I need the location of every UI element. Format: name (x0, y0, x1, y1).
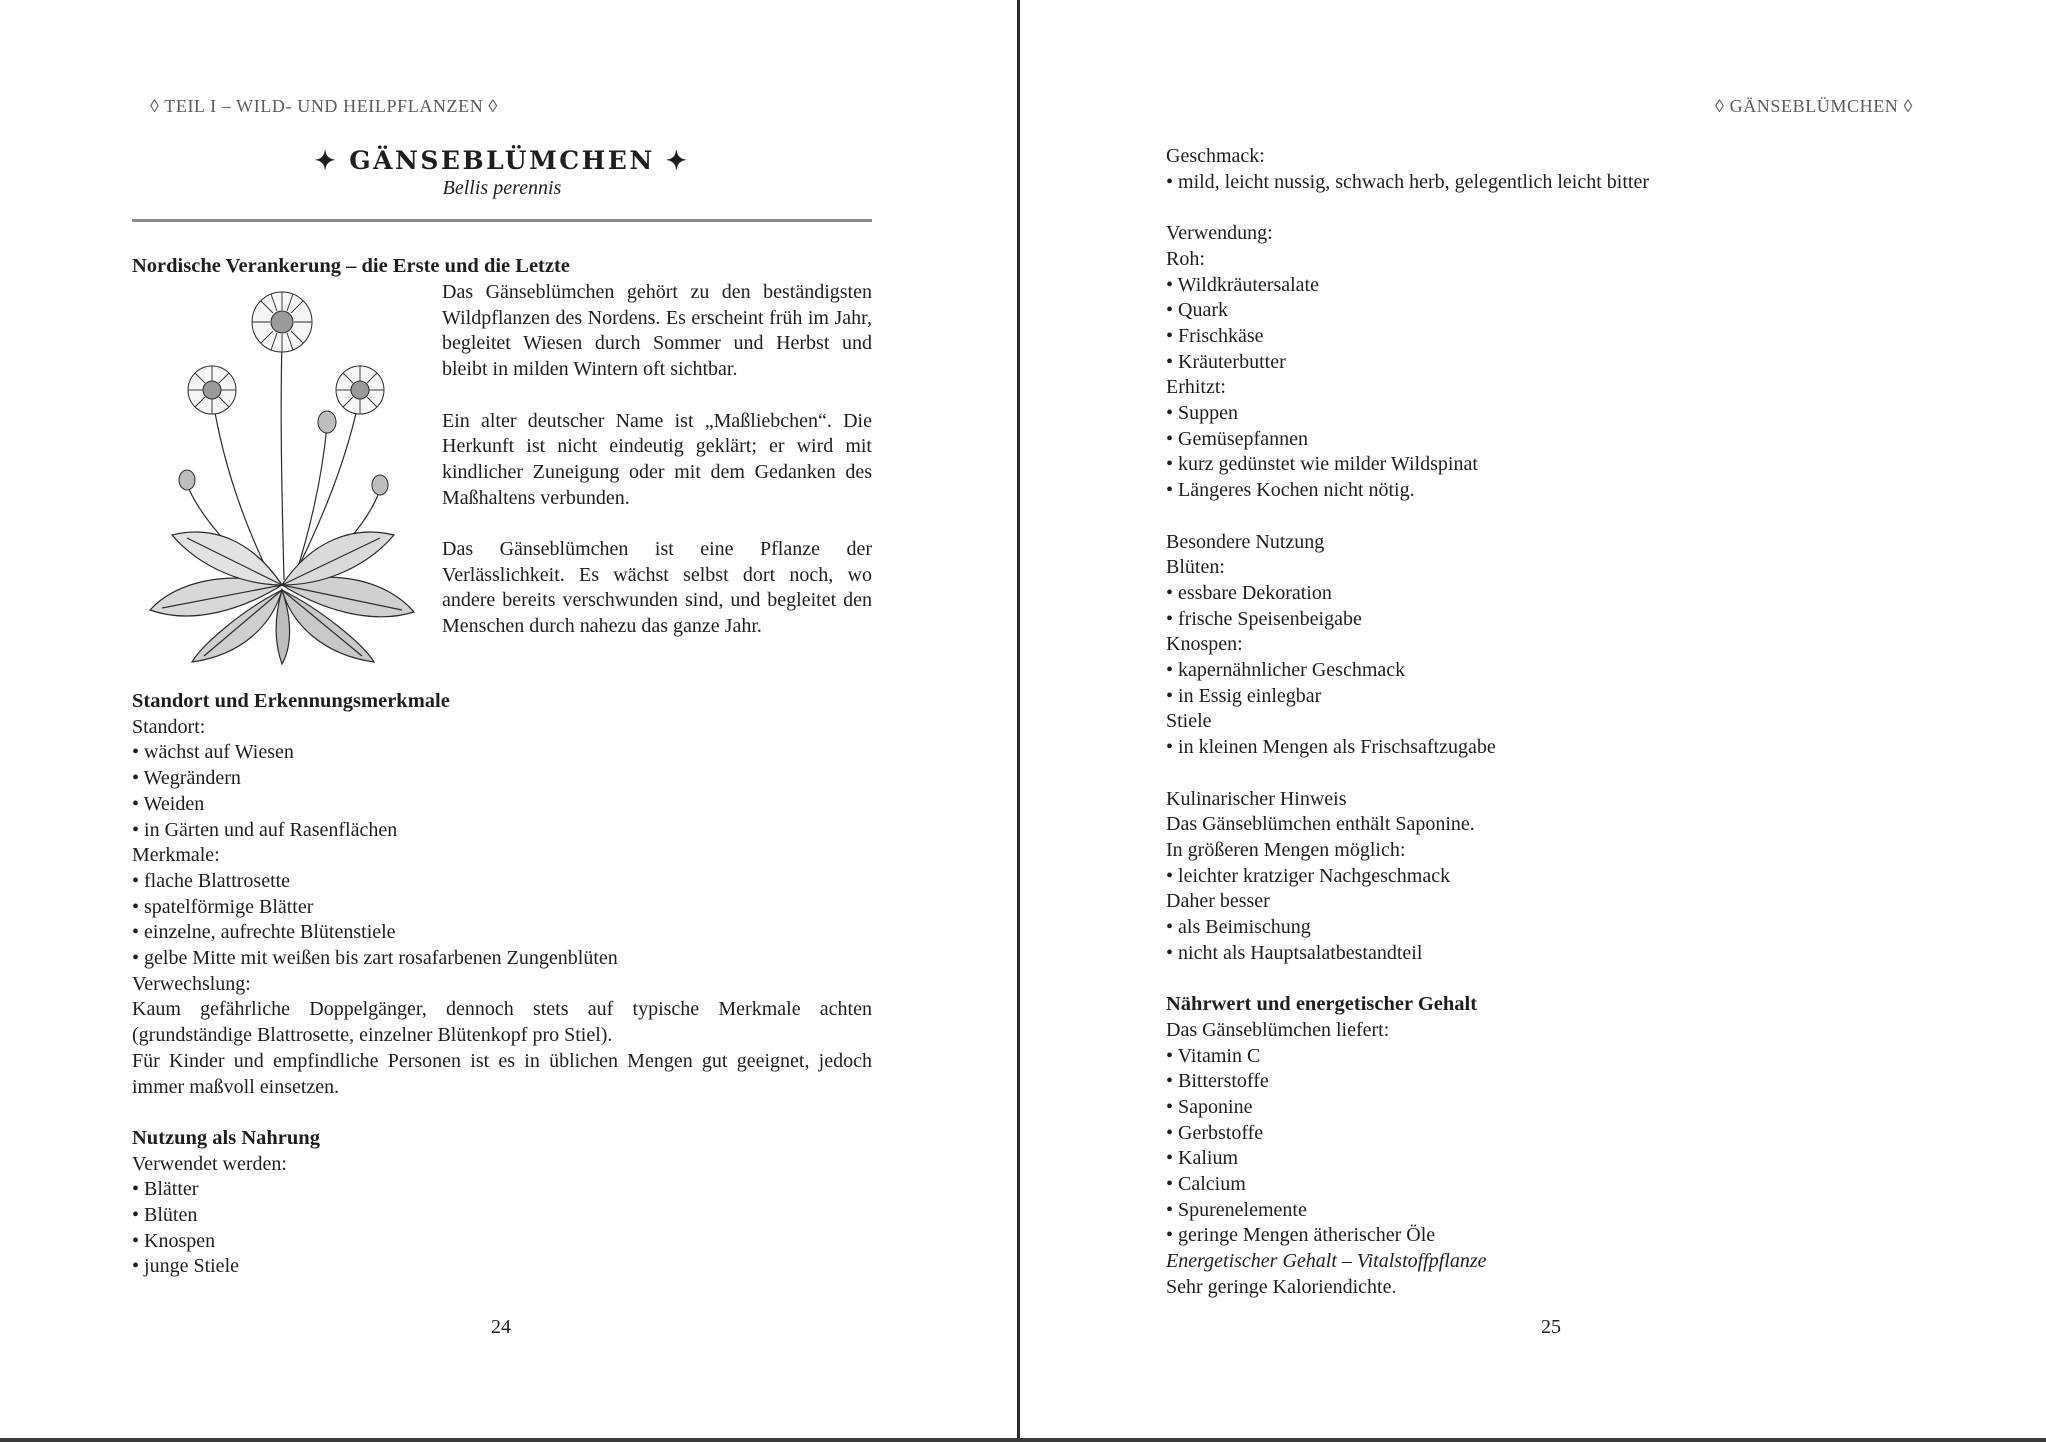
list-item: • leichter kratziger Nachgeschmack (1166, 864, 1906, 890)
erhitzt-list (1166, 401, 1906, 504)
list-item: • kurz gedünstet wie milder Wildspinat (1166, 452, 1906, 478)
standort-list (132, 740, 872, 843)
right-page (1021, 0, 2046, 1442)
left-page (0, 0, 1017, 1442)
list-item: • Längeres Kochen nicht nötig. (1166, 478, 1906, 504)
kulinarisch-label: Kulinarischer Hinweis (1166, 787, 1347, 810)
list-item: • spatelförmige Blätter (132, 895, 872, 921)
page-number-left: 24 (491, 1316, 511, 1338)
page-subtitle: Bellis perennis (442, 177, 562, 199)
list-item: • frische Speisenbeigabe (1166, 607, 1906, 633)
intro-paragraph: Das Gänseblümchen ist eine Pflanze der Verlässlichkeit. Es wächst selbst dort noch, wo andere bereits verschwunden sind, und begleitet den Menschen durch nahezu das ganze Jahr. (442, 538, 872, 638)
kulinarisch-line: Das Gänseblümchen enthält Saponine. (1166, 813, 1475, 836)
daisy-illustration (132, 280, 424, 665)
standort-label: Standort: (132, 715, 206, 738)
list-item: • flache Blattrosette (132, 869, 872, 895)
list-item: • Kalium (1166, 1146, 1906, 1172)
bottom-edge (0, 1438, 2046, 1442)
blueten-label: Blüten: (1166, 556, 1225, 579)
daher-list (1166, 915, 1906, 966)
list-item: • in kleinen Mengen als Frischsaftzugabe (1166, 735, 1906, 761)
section-heading-verankerung: Nordische Verankerung – die Erste und die Letzte (132, 255, 570, 277)
list-item: • Frischkäse (1166, 324, 1906, 350)
list-item: • Blätter (132, 1177, 872, 1203)
knospen-list (1166, 658, 1906, 709)
list-item: • Vitamin C (1166, 1044, 1906, 1070)
list-item: • Suppen (1166, 401, 1906, 427)
list-item: • Gemüsepfannen (1166, 427, 1906, 453)
roh-list (1166, 273, 1906, 376)
blueten-list (1166, 581, 1906, 632)
intro-section (132, 254, 872, 664)
list-item: • gelbe Mitte mit weißen bis zart rosafarbenen Zungenblüten (132, 946, 872, 972)
list-item: • einzelne, aufrechte Blütenstiele (132, 920, 872, 946)
list-item: • essbare Dekoration (1166, 581, 1906, 607)
title-divider (132, 219, 872, 222)
list-item: • kapernähnlicher Geschmack (1166, 658, 1906, 684)
list-item: • Weiden (132, 792, 872, 818)
merkmale-list (132, 869, 872, 972)
page-title: ✦ GÄNSEBLÜMCHEN ✦ (314, 146, 690, 175)
besondere-nutzung-label: Besondere Nutzung (1166, 530, 1325, 553)
nutzung-list (132, 1177, 872, 1280)
list-item: • geringe Mengen ätherischer Öle (1166, 1223, 1906, 1249)
section-nutzung (132, 1126, 872, 1280)
kulinarisch-line: In größeren Mengen möglich: (1166, 838, 1406, 861)
list-item: • Wildkräutersalate (1166, 273, 1906, 299)
knospen-label: Knospen: (1166, 633, 1243, 656)
list-item: • Calcium (1166, 1172, 1906, 1198)
left-column (132, 254, 872, 1280)
list-item: • in Gärten und auf Rasenflächen (132, 818, 872, 844)
roh-label: Roh: (1166, 247, 1205, 270)
right-column (1166, 144, 1906, 1301)
section-heading-standort: Standort und Erkennungsmerkmale (132, 690, 450, 713)
list-item: • in Essig einlegbar (1166, 684, 1906, 710)
page-number-right: 25 (1541, 1316, 1561, 1338)
list-item: • Bitterstoffe (1166, 1069, 1906, 1095)
erhitzt-label: Erhitzt: (1166, 376, 1226, 399)
section-heading-naehrwert: Nährwert und energetischer Gehalt (1166, 993, 1478, 1016)
title-block (132, 146, 872, 200)
list-item: • junge Stiele (132, 1254, 872, 1280)
geschmack-label: Geschmack: (1166, 145, 1265, 167)
list-item: • Wegrändern (132, 766, 872, 792)
list-item: • Gerbstoffe (1166, 1121, 1906, 1147)
list-item: • Saponine (1166, 1095, 1906, 1121)
intro-paragraph: Das Gänseblümchen gehört zu den beständigsten Wildpflanzen des Nordens. Es erscheint früh im Jahr, begleitet Wiesen durch Sommer und Herbst und bleibt in milden Wintern oft sichtbar. (442, 281, 872, 381)
list-item: • Spurenelemente (1166, 1198, 1906, 1224)
energetisch-label: Energetischer Gehalt – Vitalstoffpflanze (1166, 1250, 1487, 1273)
verwechslung-label: Verwechslung: (132, 972, 251, 995)
naehrwert-list (1166, 1044, 1906, 1250)
list-item: • Kräuterbutter (1166, 350, 1906, 376)
book-spine (1017, 0, 1020, 1442)
section-standort (132, 689, 872, 1100)
daher-label: Daher besser (1166, 890, 1270, 913)
list-item: • Knospen (132, 1229, 872, 1255)
section-heading-nutzung: Nutzung als Nahrung (132, 1126, 320, 1149)
kinder-text: Für Kinder und empfindliche Personen ist es in üblichen Mengen gut geeignet, jedoch immer maßvoll einsetzen. (132, 1049, 872, 1098)
kulinarisch-list (1166, 864, 1906, 890)
verwendung-label: Verwendung: (1166, 222, 1273, 245)
intro-paragraph: Ein alter deutscher Name ist „Maßliebchen“. Die Herkunft ist nicht eindeutig geklärt; er wird mit kindlicher Zuneigung oder mit dem Gedanken des Maßhaltens verbunden. (442, 409, 872, 509)
running-head-right: ◊ GÄNSEBLÜMCHEN ◊ (1715, 96, 1913, 116)
naehrwert-label: Das Gänseblümchen liefert: (1166, 1018, 1390, 1041)
nutzung-label: Verwendet werden: (132, 1152, 287, 1175)
energetisch-text: Sehr geringe Kaloriendichte. (1166, 1275, 1397, 1298)
geschmack-list (1166, 170, 1906, 196)
list-item: • nicht als Hauptsalatbestandteil (1166, 941, 1906, 967)
stiele-list (1166, 735, 1906, 761)
merkmale-label: Merkmale: (132, 844, 220, 867)
stiele-label: Stiele (1166, 710, 1212, 733)
list-item: • Blüten (132, 1203, 872, 1229)
list-item: • mild, leicht nussig, schwach herb, gelegentlich leicht bitter (1166, 170, 1906, 196)
list-item: • Quark (1166, 298, 1906, 324)
verwechslung-text: Kaum gefährliche Doppelgänger, dennoch stets auf typische Merkmale achten (grundständige Blattrosette, einzelner Blütenkopf pro Stiel). (132, 998, 872, 1047)
running-head-left: ◊ TEIL I – WILD- UND HEILPFLANZEN ◊ (150, 96, 498, 116)
intro-text (442, 280, 872, 640)
list-item: • wächst auf Wiesen (132, 740, 872, 766)
list-item: • als Beimischung (1166, 915, 1906, 941)
